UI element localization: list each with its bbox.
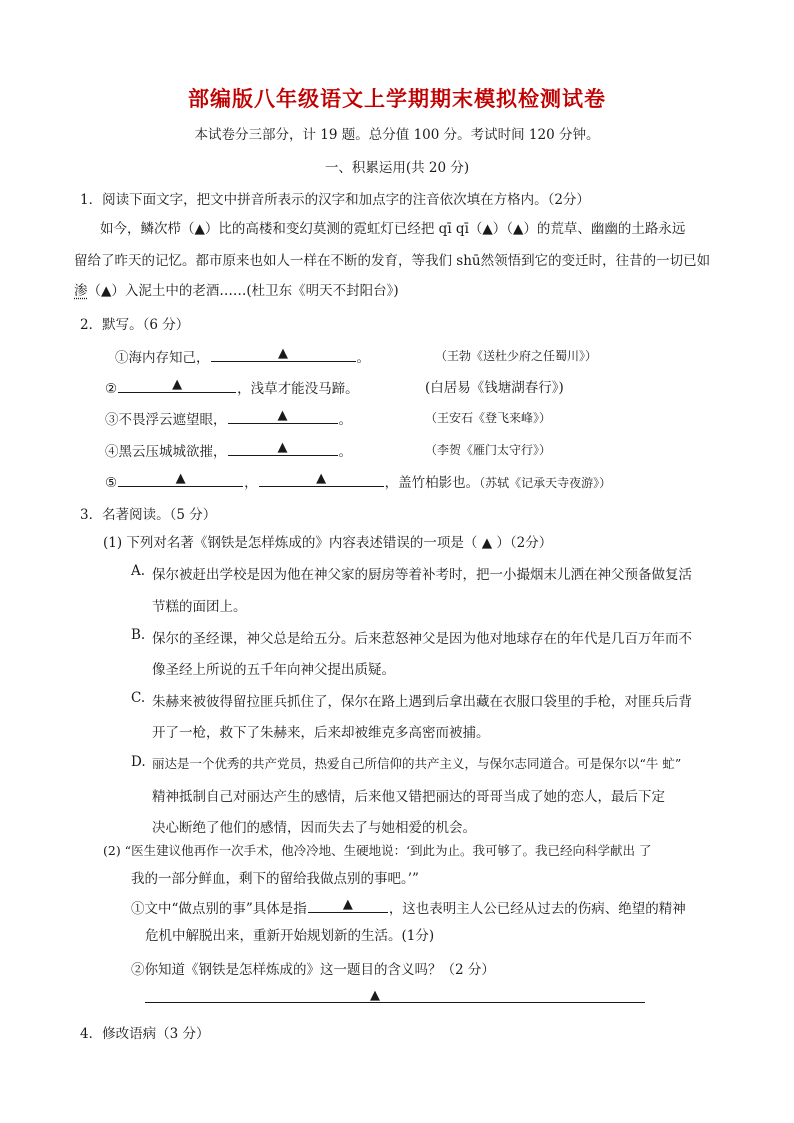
answer-blank[interactable]: ▲ — [308, 896, 388, 913]
q3-sub2-line1: (2) “医生建议他再作一次手术，他冷冷地、生硬地说：‘到此为止。我可够了。我已经向科学献出 了 — [103, 843, 652, 858]
option-d-line2: 精神抵制自己对丽达产生的感情，后来他又错把丽达的哥哥当成了她的恋人，最后下定 — [152, 789, 665, 805]
q2-item-3: ③不畏浮云遮望眼， ▲ 。 — [105, 408, 352, 428]
option-c-letter: C. — [131, 690, 146, 706]
option-a-line2: 节糕的面团上。 — [152, 599, 247, 615]
answer-line[interactable] — [145, 1002, 645, 1003]
q2-item-1: ①海内存知己， ▲ 。 — [115, 346, 370, 366]
q3-question-a-line2: 危机中解脱出来，重新开始规划新的生活。(1分) — [145, 928, 435, 944]
answer-blank[interactable]: ▲ — [118, 470, 243, 487]
section-heading: 一、积累运用(共 20 分) — [324, 160, 470, 176]
q3-title: 3．名著阅读。（5 分） — [80, 507, 217, 523]
exam-title: 部编版八年级语文上学期期末模拟检测试卷 — [188, 87, 606, 111]
q2-source-5: （苏轼《记承天寺夜游》） — [479, 476, 612, 490]
q3-question-a: ①文中“做点别的事”具体是指 ▲ ，这也表明主人公已经从过去的伤病、绝望的精神 — [131, 897, 686, 917]
q2-source-2: (白居易《钱塘湖春行》) — [425, 380, 564, 396]
option-d-letter: D. — [131, 754, 146, 770]
exam-info: 本试卷分三部分，计 19 题。总分值 100 分。考试时间 120 分钟。 — [194, 127, 600, 143]
option-a-letter: A. — [131, 563, 146, 579]
answer-blank[interactable]: ▲ — [118, 376, 236, 393]
answer-blank[interactable]: ▲ — [228, 439, 338, 456]
option-c-line2: 开了一枪，救下了朱赫来，后来却被维克多高密而被捕。 — [152, 725, 490, 741]
q2-source-3: （王安石《登飞来峰》） — [425, 411, 552, 425]
answer-blank[interactable]: ▲ — [259, 470, 384, 487]
q3-question-b: ②你知道《钢铁是怎样炼成的》这一题目的含义吗？（2 分） — [131, 962, 495, 978]
q2-source-4: （李贺《雁门太守行》） — [425, 443, 552, 457]
option-a-line1: 保尔被赶出学校是因为他在神父家的厨房等着补考时，把一小撮烟末儿洒在神父预备做复活 — [152, 567, 692, 583]
answer-blank[interactable]: ▲ — [211, 345, 356, 362]
option-c-line1: 朱赫来被彼得留拉匪兵抓住了，保尔在路上遇到后拿出藏在衣服口袋里的手枪，对匪兵后背 — [152, 694, 692, 710]
q3-sub2-line2: 我的一部分鲜血，剩下的留给我做点别的事吧。’” — [131, 871, 419, 887]
q1-line3: 渗（▲）入泥土中的老酒……(杜卫东《明天不封阳台》) — [74, 283, 399, 299]
q2-item-5: ⑤ ▲ ， ▲ ，盖竹柏影也。（苏轼《记承天寺夜游》） — [105, 471, 612, 491]
option-d-line3: 决心断绝了他们的感情，因而失去了与她相爱的机会。 — [152, 820, 476, 836]
answer-line-triangle: ▲ — [370, 988, 380, 1003]
q3-sub1-title: (1) 下列对名著《钢铁是怎样炼成的》内容表述错误的一项是（ ▲ ）（2分） — [103, 535, 553, 551]
option-d-line1: 丽达是一个优秀的共产党员，热爱自己所信仰的共产主义，与保尔志同道合。可是保尔以“牛 虻” — [152, 756, 682, 771]
q1-title: 1．阅读下面文字，把文中拼音所表示的汉字和加点字的注音依次填在方格内。（2分） — [80, 192, 590, 208]
option-b-line2: 像圣经上所说的五千年向神父提出质疑。 — [152, 662, 395, 678]
option-b-line1: 保尔的圣经课，神父总是给五分。后来惹怒神父是因为他对地球存在的年代是几百万年而不 — [152, 631, 692, 647]
option-b-letter: B. — [131, 627, 146, 643]
q2-item-2: ② ▲ ，浅草才能没马蹄。 — [105, 377, 359, 397]
q1-line2: 留给了昨天的记忆。都市原来也如人一样在不断的发育，等我们 shū然领悟到它的变迁时，往昔的一切已如 — [74, 253, 711, 269]
q2-item-4: ④黑云压城城欲摧， ▲ 。 — [105, 440, 352, 460]
q2-title: 2．默写。（6 分） — [80, 317, 190, 333]
q1-line1: 如今，鳞次栉（▲）比的高楼和变幻莫测的霓虹灯已经把 qī qī（▲）（▲）的荒草、幽幽的土路永远 — [100, 221, 686, 237]
answer-blank[interactable]: ▲ — [228, 407, 338, 424]
q2-source-1: （王勃《送杜少府之任蜀川》） — [435, 349, 598, 363]
q4-title: 4．修改语病（3 分） — [80, 1026, 210, 1042]
